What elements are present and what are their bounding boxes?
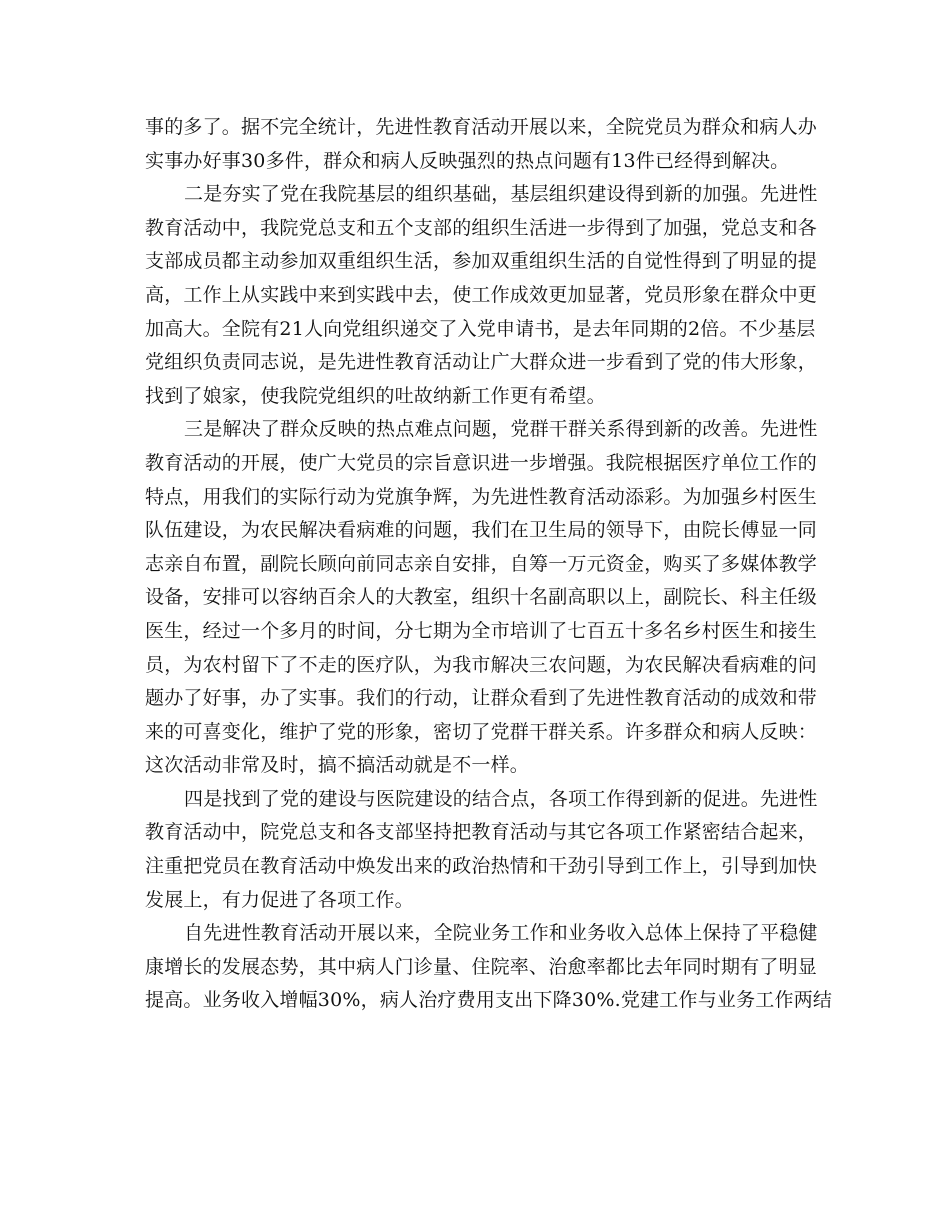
text-line: 这次活动非常及时，搞不搞活动就是不一样。	[145, 754, 530, 777]
text-line: 题办了好事，办了实事。我们的行动，让群众看到了先进性教育活动的成效和带	[145, 687, 818, 710]
text-line: 设备，安排可以容纳百余人的大教室，组织十名副高职以上，副院长、科主任级	[145, 586, 818, 609]
text-line: 教育活动中，我院党总支和五个支部的组织生活进一步得到了加强，党总支和各	[145, 216, 818, 239]
paragraph-party-hospital-integration	[145, 783, 818, 917]
paragraph-hotspot-issues	[145, 413, 818, 783]
text-line: 康增长的发展态势，其中病人门诊量、住院率、治愈率都比去年同时期有了明显	[145, 955, 818, 978]
text-line: 四是找到了党的建设与医院建设的结合点，各项工作得到新的促进。先进性	[184, 787, 818, 810]
text-line: 事的多了。据不完全统计，先进性教育活动开展以来，全院党员为群众和病人办	[145, 116, 818, 138]
text-line: 志亲自布置，副院长顾向前同志亲自安排，自筹一万元资金，购买了多媒体教学	[145, 552, 818, 575]
text-line: 医生，经过一个多月的时间，分七期为全市培训了七百五十多名乡村医生和接生	[145, 619, 818, 642]
text-line: 加高大。全院有21人向党组织递交了入党申请书，是去年同期的2倍。不少基层	[145, 317, 816, 340]
text-line: 教育活动中，院党总支和各支部坚持把教育活动与其它各项工作紧密结合起来，	[145, 821, 818, 844]
text-line: 队伍建设，为农民解决看病难的问题，我们在卫生局的领导下，由院长傅显一同	[145, 519, 818, 542]
text-line: 二是夯实了党在我院基层的组织基础，基层组织建设得到新的加强。先进性	[184, 183, 818, 206]
paragraph-business-growth	[145, 917, 833, 1018]
text-line: 注重把党员在教育活动中焕发出来的政治热情和干劲引导到工作上，引导到加快	[145, 855, 818, 878]
paragraph-organization-foundation	[145, 178, 818, 413]
text-line: 特点，用我们的实际行动为党旗争辉，为先进性教育活动添彩。为加强乡村医生	[145, 485, 818, 508]
text-line: 教育活动的开展，使广大党员的宗旨意识进一步增强。我院根据医疗单位工作的	[145, 451, 818, 474]
text-line: 实事办好事30多件，群众和病人反映强烈的热点问题有13件已经得到解决。	[145, 149, 790, 172]
text-line: 支部成员都主动参加双重组织生活，参加双重组织生活的自觉性得到了明显的提	[145, 250, 818, 273]
text-line: 员，为农村留下了不走的医疗队，为我市解决三农问题，为农民解决看病难的问	[145, 653, 818, 676]
document-body	[145, 111, 833, 1018]
paragraph-continuation	[145, 111, 818, 178]
text-line: 发展上，有力促进了各项工作。	[145, 888, 414, 911]
text-line: 三是解决了群众反映的热点难点问题，党群干群关系得到新的改善。先进性	[184, 418, 818, 441]
text-line: 高，工作上从实践中来到实践中去，使工作成效更加显著，党员形象在群众中更	[145, 283, 818, 306]
text-line: 提高。业务收入增幅30%，病人治疗费用支出下降30%.党建工作与业务工作两结	[145, 989, 833, 1012]
text-line: 党组织负责同志说，是先进性教育活动让广大群众进一步看到了党的伟大形象，	[145, 351, 818, 374]
text-line: 自先进性教育活动开展以来，全院业务工作和业务收入总体上保持了平稳健	[184, 922, 818, 945]
text-line: 来的可喜变化，维护了党的形象，密切了党群干群关系。许多群众和病人反映：	[145, 720, 818, 743]
text-line: 找到了娘家，使我院党组织的吐故纳新工作更有希望。	[145, 384, 606, 407]
